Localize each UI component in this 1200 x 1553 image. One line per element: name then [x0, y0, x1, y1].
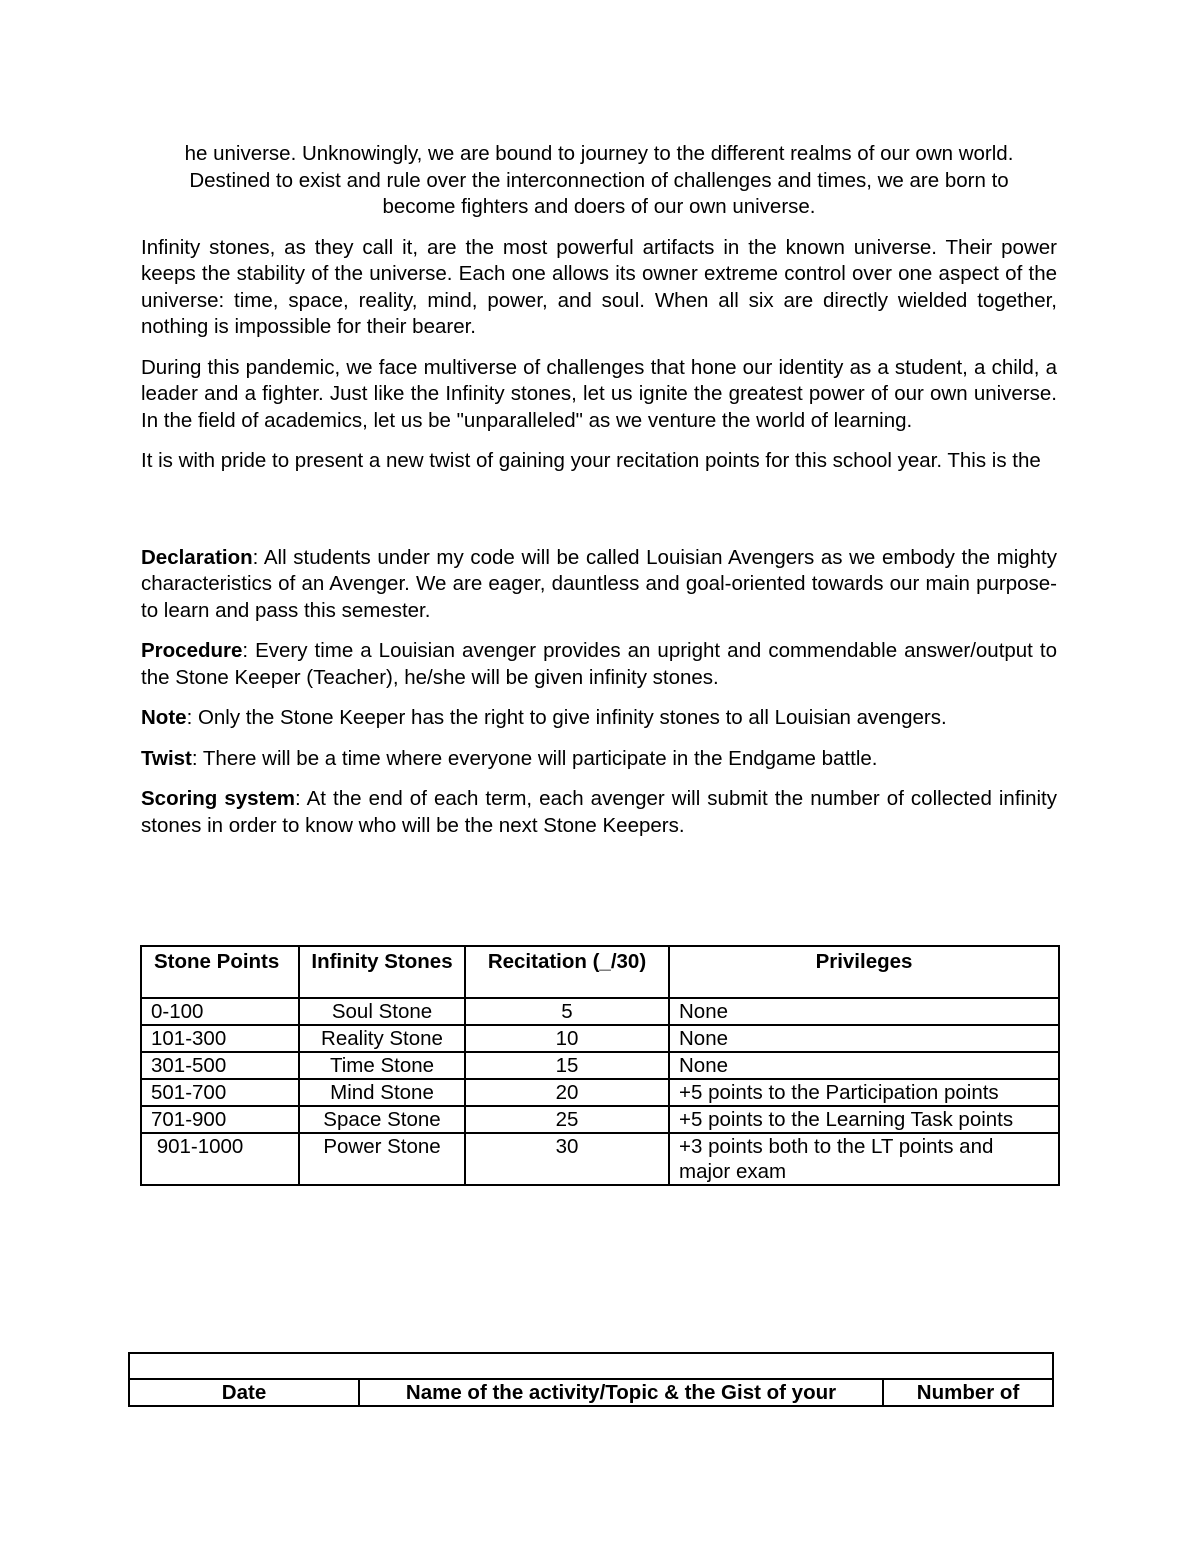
- rule-procedure: [141, 638, 1057, 691]
- cell-stone-points: 0-100: [141, 998, 299, 1025]
- intro-line: Destined to exist and rule over the interconnection of challenges and times, we are born to: [189, 168, 1009, 192]
- table-header-row: [129, 1379, 1053, 1406]
- rule-term: Note: [141, 706, 187, 729]
- cell-privileges: None: [669, 998, 1059, 1025]
- header-number-of: Number of: [883, 1379, 1053, 1406]
- rule-scoring-system: [141, 786, 1057, 839]
- cell-privileges: None: [669, 1052, 1059, 1079]
- stone-points-table: [140, 945, 1060, 1186]
- cell-stone-points: 101-300: [141, 1025, 299, 1052]
- cell-infinity-stone: Reality Stone: [299, 1025, 465, 1052]
- table-row: [141, 998, 1059, 1025]
- table-row: [141, 1025, 1059, 1052]
- blank-space: [141, 475, 1057, 531]
- paragraph-pandemic: During this pandemic, we face multiverse of challenges that hone our identity as a student, a child, a leader and a fighter. Just like the Infinity stones, let us ignite the greatest power of our own universe. In the field of academics, let us be "unparalleled" as we venture the world of learning.: [141, 355, 1057, 432]
- rule-term: Procedure: [141, 639, 243, 662]
- cell-privileges: +3 points both to the LT points and major exam: [669, 1133, 1059, 1185]
- cell-privileges: None: [669, 1025, 1059, 1052]
- cell-stone-points: 901-1000: [141, 1133, 299, 1185]
- cell-recitation: 25: [465, 1106, 669, 1133]
- table-header-row: [141, 946, 1059, 998]
- empty-title-cell: [129, 1353, 1053, 1379]
- cell-privileges: +5 points to the Learning Task points: [669, 1106, 1059, 1133]
- table-row: [141, 1079, 1059, 1106]
- cell-infinity-stone: Power Stone: [299, 1133, 465, 1185]
- cell-stone-points: 701-900: [141, 1106, 299, 1133]
- rule-text: : There will be a time where everyone will participate in the Endgame battle.: [191, 746, 878, 770]
- intro-centered: [141, 141, 1057, 221]
- rule-text: : Every time a Louisian avenger provides an upright and commendable answer/output to the Stone Keeper (Teacher), he/she will be given infinity stones.: [141, 639, 1057, 689]
- intro-line: he universe. Unknowingly, we are bound to journey to the different realms of our own world.: [184, 142, 1014, 165]
- cell-infinity-stone: Soul Stone: [299, 998, 465, 1025]
- rule-text: : All students under my code will be called Louisian Avengers as we embody the mighty characteristics of an Avenger. We are eager, dauntless and goal-oriented towards our main purpose- to learn and pass this semester.: [141, 545, 1057, 622]
- rule-declaration: [141, 545, 1057, 625]
- rule-note: [141, 705, 1057, 732]
- cell-stone-points: 501-700: [141, 1079, 299, 1106]
- rule-twist: [141, 746, 1057, 773]
- table-row: [141, 1133, 1059, 1185]
- header-date: Date: [129, 1379, 359, 1406]
- rule-term: Twist: [141, 746, 192, 770]
- cell-infinity-stone: Time Stone: [299, 1052, 465, 1079]
- cell-recitation: 15: [465, 1052, 669, 1079]
- header-recitation: Recitation (_/30): [465, 946, 669, 998]
- intro-line: become fighters and doers of our own universe.: [382, 195, 816, 218]
- header-activity-name: Name of the activity/Topic & the Gist of your: [359, 1379, 883, 1406]
- cell-recitation: 5: [465, 998, 669, 1025]
- cell-infinity-stone: Space Stone: [299, 1106, 465, 1133]
- cell-privileges: +5 points to the Participation points: [669, 1079, 1059, 1106]
- paragraph-presentation: It is with pride to present a new twist of gaining your recitation points for this school year. This is the: [141, 449, 1041, 472]
- header-privileges: Privileges: [669, 946, 1059, 998]
- header-stone-points: Stone Points: [141, 946, 299, 998]
- rule-text: : Only the Stone Keeper has the right to give infinity stones to all Louisian avengers.: [186, 706, 947, 729]
- table-title-row: [129, 1353, 1053, 1379]
- rule-term: Scoring system: [141, 787, 296, 810]
- table-row: [141, 1052, 1059, 1079]
- paragraph-infinity-stones: Infinity stones, as they call it, are the most powerful artifacts in the known universe. Their power keeps the stability of the universe. Each one allows its owner extreme control over one aspect of the universe: time, space, reality, mind, power, and soul. When all six are directly wielded together, nothing is impossible for their bearer.: [141, 235, 1057, 338]
- cell-recitation: 20: [465, 1079, 669, 1106]
- document-body: [141, 141, 1057, 839]
- rule-text: : At the end of each term, each avenger will submit the number of collected infinity stones in order to know who will be the next Stone Keepers.: [141, 787, 1057, 837]
- cell-infinity-stone: Mind Stone: [299, 1079, 465, 1106]
- cell-stone-points: 301-500: [141, 1052, 299, 1079]
- rule-term: Declaration: [141, 545, 253, 569]
- table-row: [141, 1106, 1059, 1133]
- header-infinity-stones: Infinity Stones: [299, 946, 465, 998]
- activity-log-table: [128, 1352, 1054, 1407]
- cell-recitation: 30: [465, 1133, 669, 1185]
- cell-recitation: 10: [465, 1025, 669, 1052]
